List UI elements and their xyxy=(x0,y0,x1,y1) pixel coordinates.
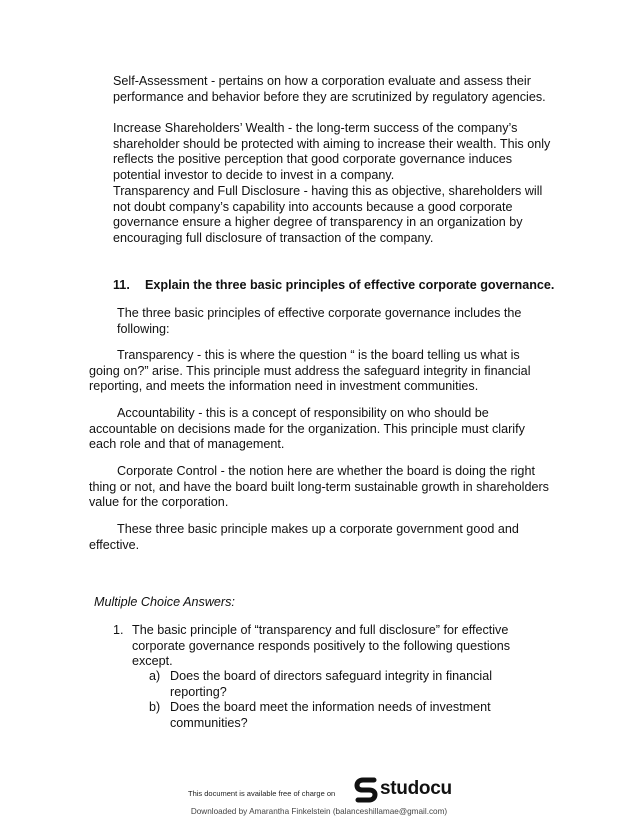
answer-intro: The three basic principles of effective corporate governance includes the following: xyxy=(117,306,522,336)
studocu-logo-icon xyxy=(354,777,378,808)
principle-accountability: Accountability - this is a concept of responsibility on who should be accountable on decisions made for the organization. This principle must clarify each role and that of management. xyxy=(89,406,525,452)
studocu-brand-name: studocu xyxy=(380,778,452,799)
question-text: Explain the three basic principles of effective corporate governance. xyxy=(145,278,555,292)
mc-item-1-text: The basic principle of “transparency and full disclosure” for effective corporate governance responds positively to the following questions except. xyxy=(132,623,511,669)
transparency-disclosure-paragraph: Transparency and Full Disclosure - having this as objective, shareholders will not doubt company’s capability into accounts because a good corporate governance ensure a higher degree of transparency in an organization by encouraging full disclosure of transaction of the company. xyxy=(113,184,543,245)
mc-item-1-marker: 1. xyxy=(113,623,124,637)
mc-heading: Multiple Choice Answers: xyxy=(94,595,235,609)
mc-option-a-marker: a) xyxy=(149,669,161,683)
principle-transparency: Transparency - this is where the question “ is the board telling us what is going on?” arise. This principle must address the safeguard integrity in financial reporting, and meets the information need in investment communities. xyxy=(89,348,531,394)
mc-item-1 xyxy=(113,623,533,671)
footer-downloaded-by: Downloaded by Amarantha Finkelstein (balanceshillamae@gmail.com) xyxy=(190,807,448,816)
question-heading xyxy=(113,277,573,293)
answer-conclusion: These three basic principle makes up a corporate government good and effective. xyxy=(89,522,519,552)
mc-option-b-marker: b) xyxy=(149,700,161,714)
principle-corporate-control: Corporate Control - the notion here are whether the board is doing the right thing or not, and have the board built long-term sustainable growth in shareholders value for the corporation. xyxy=(89,464,549,510)
footer-availability-text: This document is available free of charge on xyxy=(188,789,336,798)
mc-option-b xyxy=(149,700,529,732)
shareholders-wealth-paragraph: Increase Shareholders’ Wealth - the long-term success of the company’s shareholder should be protected with aiming to increase their wealth. This only reflects the positive perception that good corporate governance induces potential investor to decide to invest in a company. xyxy=(113,121,551,182)
mc-option-a-text: Does the board of directors safeguard integrity in financial reporting? xyxy=(170,669,493,699)
mc-option-b-text: Does the board meet the information needs of investment communities? xyxy=(170,700,491,730)
question-number: 11. xyxy=(113,278,130,292)
self-assessment-paragraph: Self-Assessment - pertains on how a corporation evaluate and assess their performance and behavior before they are scrutinized by regulatory agencies. xyxy=(113,74,546,104)
mc-option-a xyxy=(149,669,529,701)
